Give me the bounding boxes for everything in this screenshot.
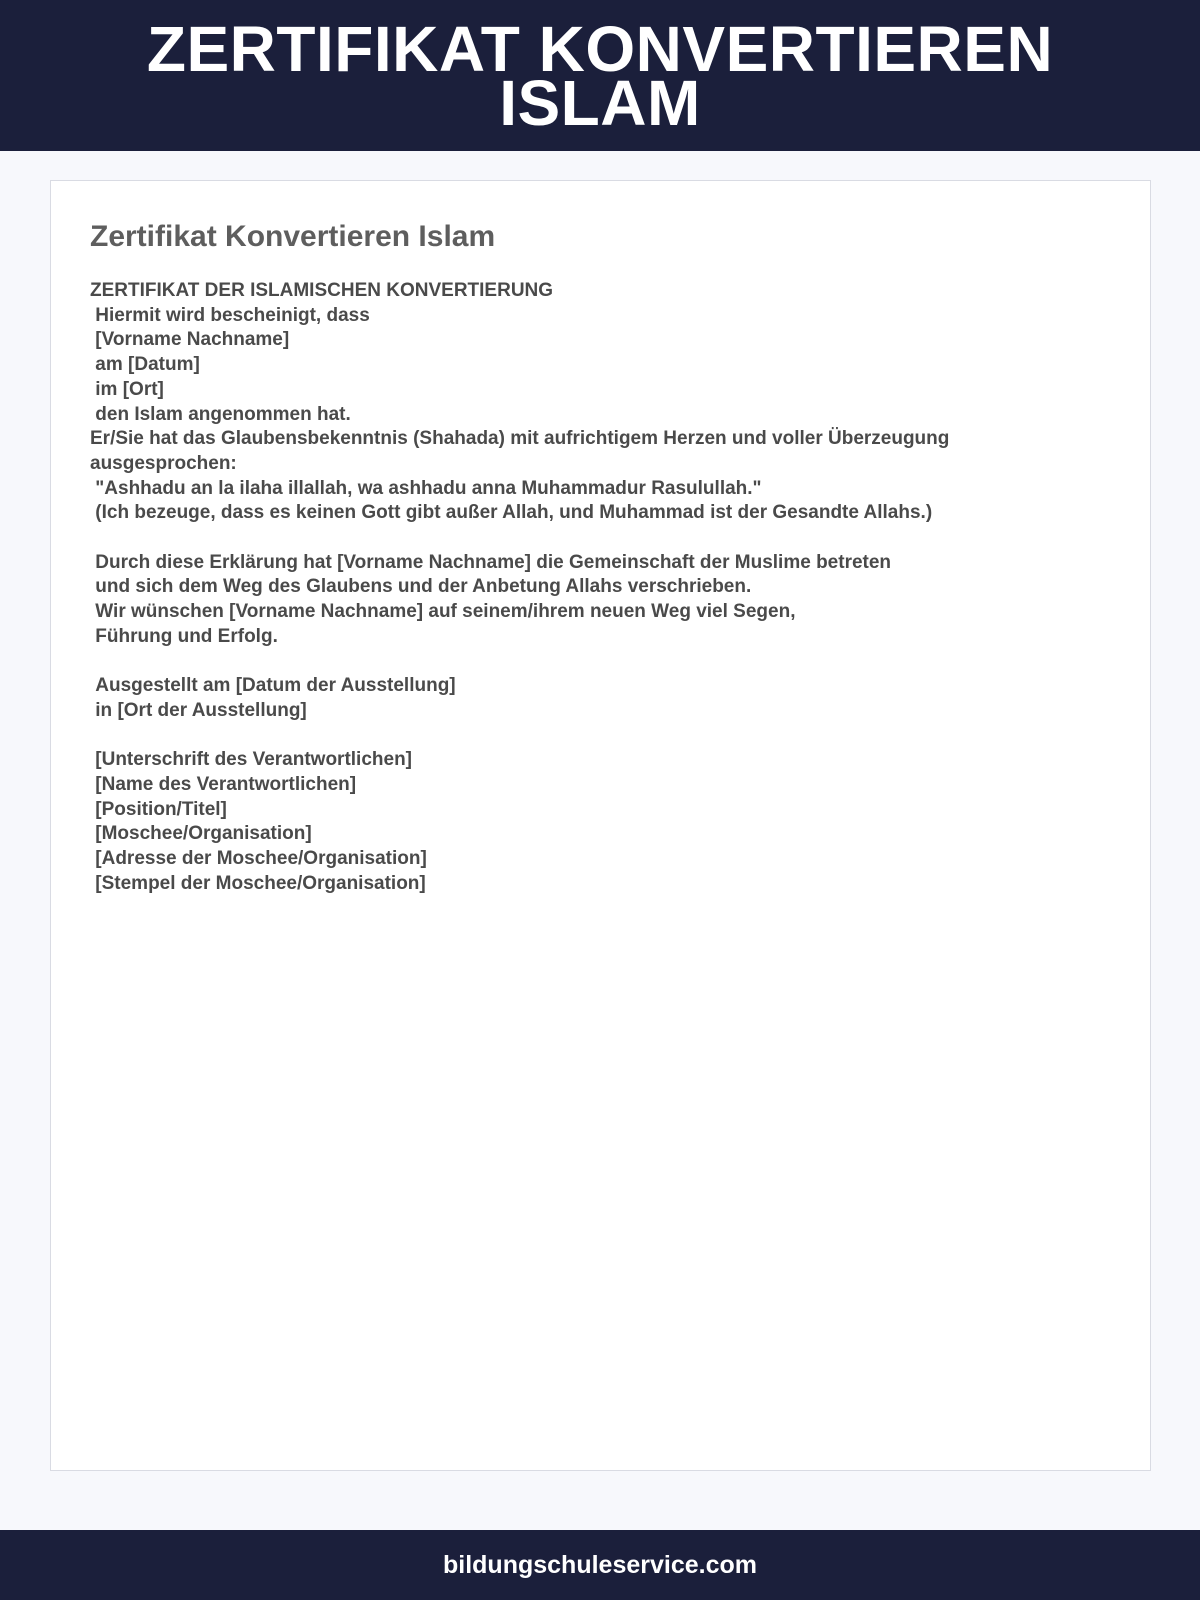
page-header — [0, 0, 1200, 151]
document-card — [50, 180, 1151, 1471]
footer-site-link[interactable]: bildungschuleservice.com — [443, 1550, 757, 1579]
page-title: ZERTIFIKAT KONVERTIEREN ISLAM — [146, 12, 1054, 139]
document-heading: Zertifikat Konvertieren Islam — [90, 220, 496, 253]
page-footer — [0, 1530, 1200, 1600]
document-body: ZERTIFIKAT DER ISLAMISCHEN KONVERTIERUNG Hiermit wird bescheinigt, dass [Vorname Nachname] am [Datum] im [Ort] den Islam angenommen hat. Er/Sie hat das Glaubensbekenntnis (Shahada) mit aufrichtigem Herzen und voller Überzeugung ausgesprochen: "Ashhadu an la ilaha illallah, wa ashhadu anna Muhammadur Rasulullah." (Ich bezeuge, dass es keinen Gott gibt außer Allah, und Muhammad ist der Gesandte Allahs.) Durch diese Erklärung hat [Vorname Nachname] die Gemeinschaft der Muslime betreten und sich dem Weg des Glaubens und der Anbetung Allahs verschrieben. Wir wünschen [Vorname Nachname] auf seinem/ihrem neuen Weg viel Segen, Führung und Erfolg. Ausgestellt am [Datum der Ausstellung] in [Ort der Ausstellung] [Unterschrift des Verantwortlichen] [Name des Verantwortlichen] [Position/Titel] [Moschee/Organisation] [Adresse der Moschee/Organisation] [Stempel der Moschee/Organisation] — [90, 280, 950, 894]
